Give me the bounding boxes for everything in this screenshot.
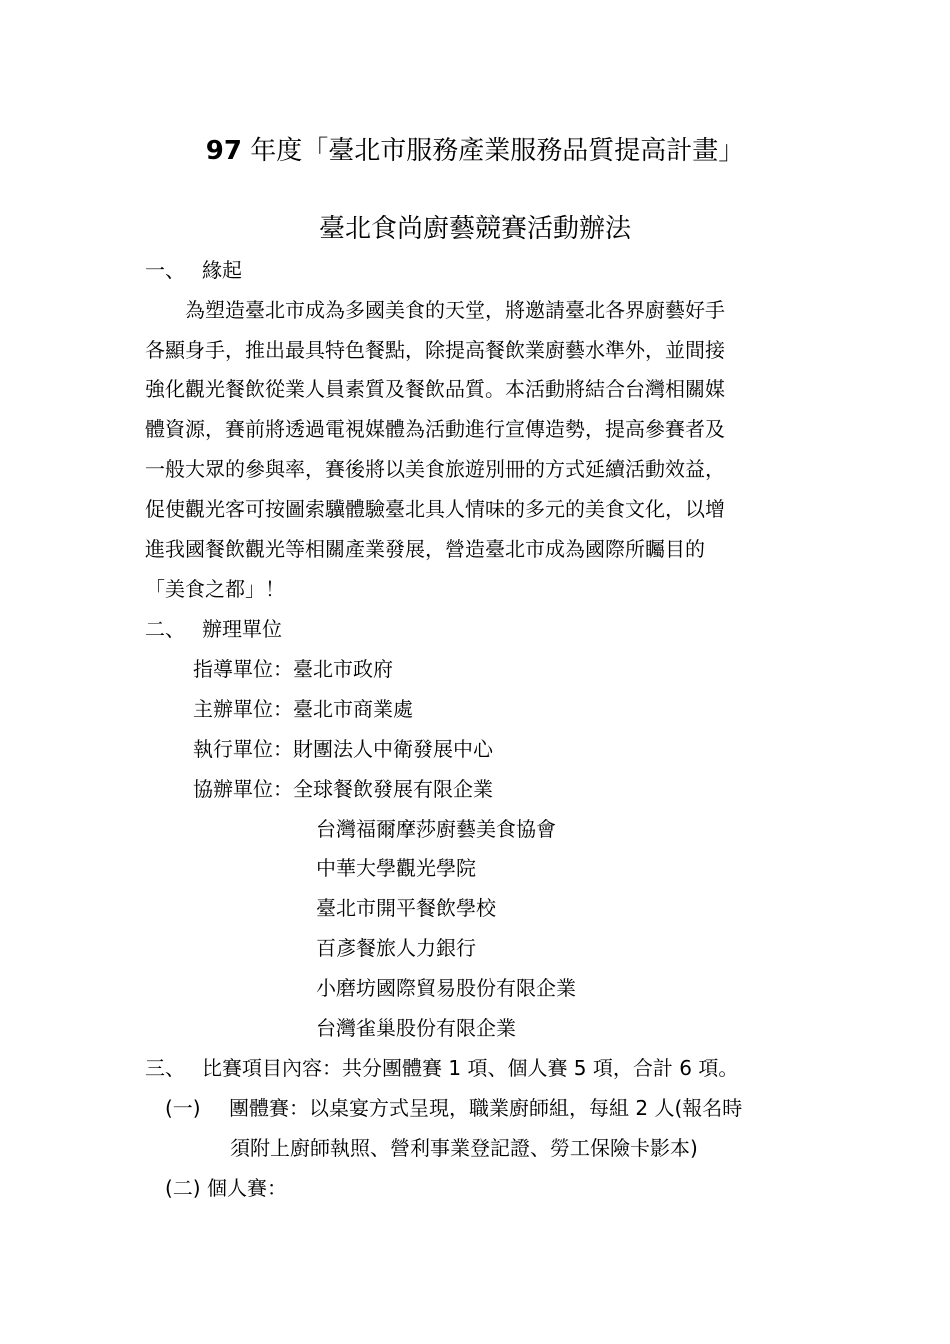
section-2-number: 二、: [145, 617, 185, 641]
team-event-text: 團體賽：以桌宴方式呈現，職業廚師組，每組 2 人(報名時: [229, 1096, 743, 1120]
section-1-paragraph-line: 為塑造臺北市成為多國美食的天堂，將邀請臺北各界廚藝好手: [145, 298, 725, 322]
section-1-paragraph-line: 體資源，賽前將透過電視媒體為活動進行宣傳造勢，提高參賽者及: [145, 417, 725, 441]
document-subtitle: 臺北食尚廚藝競賽活動辦法: [318, 214, 631, 244]
team-event-text-continued: 須附上廚師執照、營利事業登記證、勞工保險卡影本): [230, 1136, 698, 1160]
co-organizer-item: 中華大學觀光學院: [316, 856, 476, 880]
section-1-title: 緣起: [202, 258, 242, 282]
section-3-heading: [145, 1054, 738, 1082]
co-organizer-item: 台灣福爾摩莎廚藝美食協會: [316, 817, 556, 841]
section-3-title: 比賽項目內容：共分團體賽 1 項、個人賽 5 項，合計 6 項。: [202, 1056, 739, 1080]
section-2-heading: [145, 615, 282, 643]
executor-unit: 執行單位：財團法人中衛發展中心: [193, 737, 493, 761]
co-organizer-item: 台灣雀巢股份有限企業: [316, 1016, 516, 1040]
section-1-number: 一、: [145, 258, 185, 282]
section-2-title: 辦理單位: [202, 617, 282, 641]
title-main: 年度「臺北市服務產業服務品質提高計畫」: [250, 136, 745, 166]
section-1-paragraph-line: 一般大眾的參與率，賽後將以美食旅遊別冊的方式延續活動效益，: [145, 457, 725, 481]
title-year: 97: [205, 136, 242, 166]
section-1-paragraph-line: 各顯身手，推出最具特色餐點，除提高餐飲業廚藝水準外，並間接: [145, 338, 725, 362]
organizer-unit: 主辦單位：臺北市商業處: [193, 697, 413, 721]
section-1-paragraph-line: 「美食之都」！: [145, 577, 285, 601]
team-event-item: [165, 1094, 742, 1122]
section-1-paragraph-line: 促使觀光客可按圖索驥體驗臺北具人情味的多元的美食文化，以增: [145, 497, 725, 521]
section-1-heading: [145, 256, 242, 284]
co-organizer-item: 百彥餐旅人力銀行: [316, 936, 476, 960]
document-title: [0, 130, 950, 167]
section-3-number: 三、: [145, 1056, 185, 1080]
co-organizer-item: 臺北市開平餐飲學校: [316, 896, 496, 920]
team-event-number: (一): [165, 1096, 201, 1120]
co-organizer-item: 小磨坊國際貿易股份有限企業: [316, 976, 576, 1000]
section-1-paragraph-line: 進我國餐飲觀光等相關產業發展，營造臺北市成為國際所矚目的: [145, 537, 705, 561]
guiding-unit: 指導單位：臺北市政府: [193, 657, 393, 681]
co-organizer-unit: 協辦單位：全球餐飲發展有限企業: [193, 777, 493, 801]
individual-event-item: (二) 個人賽：: [165, 1176, 287, 1200]
section-1-paragraph-line: 強化觀光餐飲從業人員素質及餐飲品質。本活動將結合台灣相關媒: [145, 377, 725, 401]
